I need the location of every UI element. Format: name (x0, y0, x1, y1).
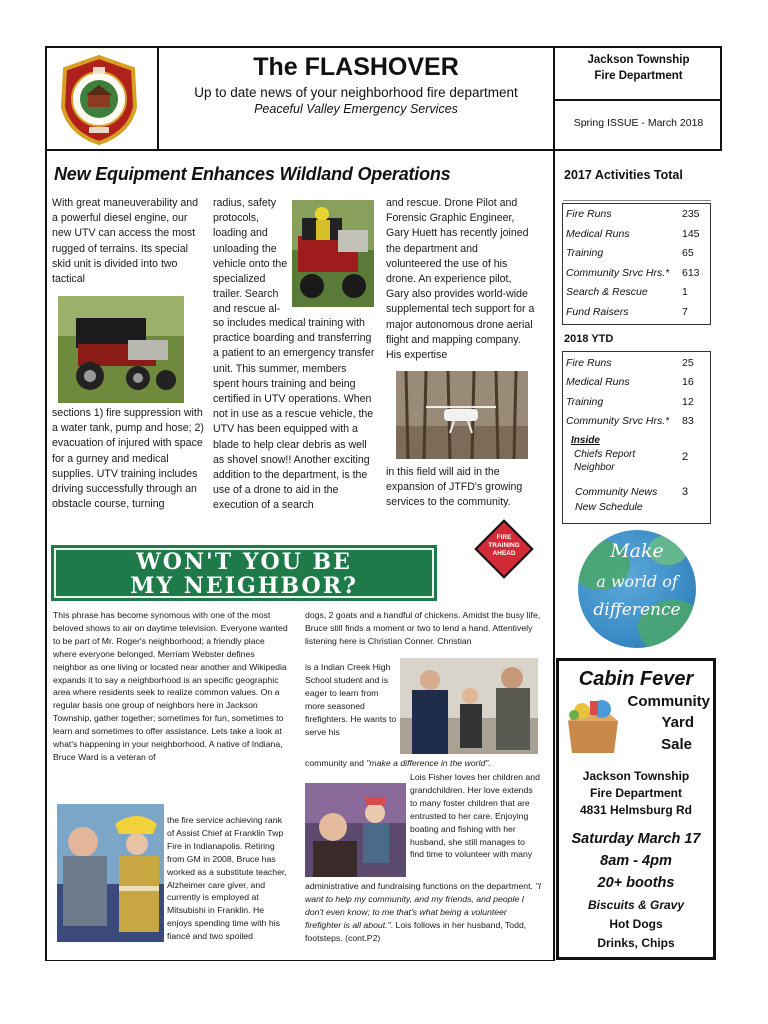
activity-2018-value: 16 (682, 376, 694, 389)
neighbor-right-bottom (305, 880, 542, 945)
ytd-title: 2018 YTD (564, 333, 614, 345)
article1-col1-top: With great maneuverability and a powerful diesel engine, our new UTV can access the most rugged of terrains. Its special skid unit is divided into two tactical (52, 197, 199, 286)
fire-training-sign (473, 518, 535, 580)
neighbor-right-line (305, 757, 545, 770)
masthead-divider-3 (553, 99, 722, 101)
lois-quote: "I want to help my community, and my friends, and people I don't even know; to me that's what being a volunteer firefighter is all about." (305, 881, 541, 930)
cabin-fever-sale: Sale (661, 736, 692, 753)
rescue-utv-photo (292, 200, 374, 307)
article1-col1-bottom: sections 1) fire suppression with a water tank, pump and hose; 2) evacuation of injured with space for a gurney and medical supplies. UTV training includes driving successfully through an obstacle course, turning (52, 407, 204, 511)
neighbor-banner (51, 545, 437, 601)
make-difference-globe (578, 530, 696, 648)
neighbor-right-bottom-end: . Lois follows in her husband, Todd, footsteps. (cont.P2) (305, 919, 527, 943)
inside-item-1a: Chiefs Report (574, 449, 636, 460)
activity-2017-label: Training (566, 247, 604, 259)
sale-date: Saturday March 17 (571, 831, 701, 847)
neighbor-right-line-text: community and (305, 758, 367, 768)
sale-food-1: Biscuits & Gravy (587, 898, 685, 912)
fire-training-sign-text: FIRE TRAINING AHEAD (488, 534, 520, 557)
neighbor-left-top: This phrase has become synomous with one of the most beloved shows to air on daytime television. Everyone wanted to be part of Mr. Roger's neighborhood; a friendly place where everyone belonged. Merriam Webster defines neighbor as one living or located near another and Wikipedia expands it to say a neighborhood is an specific geographic area where residents seek to realize common values. On a regular basis one group of neighbors here in Jackson Township, gather together; sometimes for fun, sometimes to learn and sometimes to offer assistance. Lets take a look at what's happening in your neighborhood. A native of Indiana, Bruce Ward is a veteran of (53, 610, 288, 762)
banner-line-1: WON'T YOU BE (136, 549, 352, 575)
activity-2017-row (566, 267, 706, 279)
sale-org-line2: Fire Department (589, 786, 683, 800)
activity-2018-label: Training (566, 395, 604, 408)
activity-2017-row (566, 228, 706, 240)
cabin-fever-community: Community (627, 693, 710, 710)
globe-text-1: Make (610, 540, 664, 562)
activity-2017-value: 145 (682, 227, 700, 240)
article-headline: New Equipment Enhances Wildland Operations (54, 164, 451, 184)
activity-2017-row (566, 306, 706, 318)
training-classroom-photo (400, 658, 538, 754)
activity-2017-value: 235 (682, 208, 700, 220)
utv-photo (58, 296, 184, 403)
activity-2017-value: 7 (682, 305, 688, 318)
content-frame-bottom (45, 960, 555, 961)
department-name-line2: Fire Department (594, 70, 683, 82)
activity-2017-label: Medical Runs (566, 227, 630, 240)
activity-2018-row (566, 376, 706, 388)
article1-col3-top: and rescue. Drone Pilot and Forensic Graphic Engineer, Gary Huett has recently joined the department and volunteered the use of his drone. An experience pilot, Gary also provides world-wide supplemental tech support for a major autonomous drone aerial flight and mapping company. His expertise (386, 197, 535, 362)
activity-2017-row (566, 208, 706, 220)
activity-2018-label: Fire Runs (566, 357, 612, 369)
inside-item-1b: Neighbor (574, 462, 615, 473)
bruce-ward-photo (57, 804, 164, 942)
globe-text-3: difference (593, 600, 681, 620)
sale-org-line1: Jackson Township (582, 769, 690, 783)
activity-2018-label: Medical Runs (566, 376, 630, 389)
activity-2017-value: 65 (682, 247, 694, 259)
globe-text-2: a world of (596, 572, 678, 591)
activities-title: 2017 Activities Total (564, 168, 683, 182)
newsletter-title: The FLASHOVER (253, 53, 459, 81)
inside-item-2-page: 3 (682, 486, 689, 498)
activities-title-rule (563, 200, 711, 201)
activity-2017-label: Community Srvc Hrs.* (566, 266, 670, 279)
cabin-fever-title: Cabin Fever (578, 668, 694, 690)
neighbor-right-wrap-1: is a Indian Creek High School student and is eager to learn from more seasoned firefighters. He wants to serve his (305, 662, 397, 737)
neighbor-right-top: dogs, 2 goats and a handful of chickens. Amidst the busy life, Bruce still finds a moment or two to lend a hand. Attentively listening here is Christian Conner. Christian (305, 610, 541, 646)
department-name-line1: Jackson Township (587, 54, 690, 66)
article1-col2-top: radius, safety protocols, loading and unloading the vehicle onto the specialized trailer. Search and rescue al- (213, 197, 288, 316)
newsletter-subtitle: Up to date news of your neighborhood fire department (194, 85, 518, 100)
activity-2017-row (566, 247, 706, 259)
activity-2017-row (566, 286, 706, 298)
neighbor-right-wrap-2: Lois Fisher loves her children and grandchildren. Her love extends to many foster children that are entrusted to her care. Enjoying boating and fishing with her husband, she still manages to find time to volunteer with many (410, 772, 540, 860)
banner-line-2: MY NEIGHBOR? (130, 573, 358, 599)
activity-2017-label: Fire Runs (566, 208, 612, 220)
activity-2018-row (566, 415, 706, 427)
lois-fisher-photo (305, 783, 406, 877)
activity-2018-value: 83 (682, 414, 694, 427)
sale-time: 8am - 4pm (600, 853, 672, 869)
fire-department-logo (59, 55, 139, 145)
sale-address: 4831 Helmsburg Rd (579, 803, 693, 817)
activity-2017-value: 1 (682, 286, 688, 298)
organization-line: Peaceful Valley Emergency Services (254, 102, 458, 116)
sale-food-3: Drinks, Chips (597, 936, 675, 950)
article1-col3-bottom: in this field will aid in the expansion of JTFD's growing services to the community. (386, 466, 523, 509)
activity-2018-label: Community Srvc Hrs.* (566, 414, 670, 427)
inside-label: Inside (571, 435, 600, 446)
sale-booths: 20+ booths (597, 875, 675, 891)
issue-date: Spring ISSUE - March 2018 (573, 117, 704, 129)
cabin-fever-yard: Yard (661, 714, 694, 731)
activity-2018-value: 12 (682, 395, 694, 408)
sale-food-2: Hot Dogs (609, 917, 663, 931)
activity-2017-label: Search & Rescue (566, 286, 648, 298)
content-frame-left (45, 151, 47, 961)
inside-item-1-page: 2 (682, 451, 689, 463)
drone-photo (396, 371, 528, 459)
inside-item-2a: Community News (575, 486, 658, 498)
activity-2018-row (566, 396, 706, 408)
inside-item-2b: New Schedule (575, 501, 643, 513)
activity-2018-value: 25 (682, 357, 694, 369)
article1-col2-bottom: so includes medical training with practice boarding and transferring a patient to an emergency transfer unit. This summer, members spent hours training and being certified in UTV operations. When not in use as a rescue vehicle, the UTV has been equipped with a blade to help clear debris as well as shovel snow!! Another exciting addition to the department, is the use of a drone to aid in the execution of a search (213, 317, 375, 512)
christian-quote: "make a difference in the world". (366, 758, 491, 768)
yard-sale-box-illustration (562, 695, 624, 755)
content-frame-right (553, 151, 555, 961)
activity-2017-label: Fund Raisers (566, 305, 629, 318)
activity-2017-value: 613 (682, 266, 700, 279)
activity-2018-row (566, 357, 706, 369)
neighbor-left-wrap: the fire service achieving rank of Assist Chief at Franklin Twp Fire in Indianapolis. Retiring from GM in 2008, Bruce has worked as a substitute teacher, Alzheimer care giver, and currently is employed at Mitsubishi in Franklin. He enjoys spending time with his fiancé and two spoiled (167, 815, 287, 942)
neighbor-right-bottom-text: administrative and fundraising functions on the department. (305, 881, 536, 891)
